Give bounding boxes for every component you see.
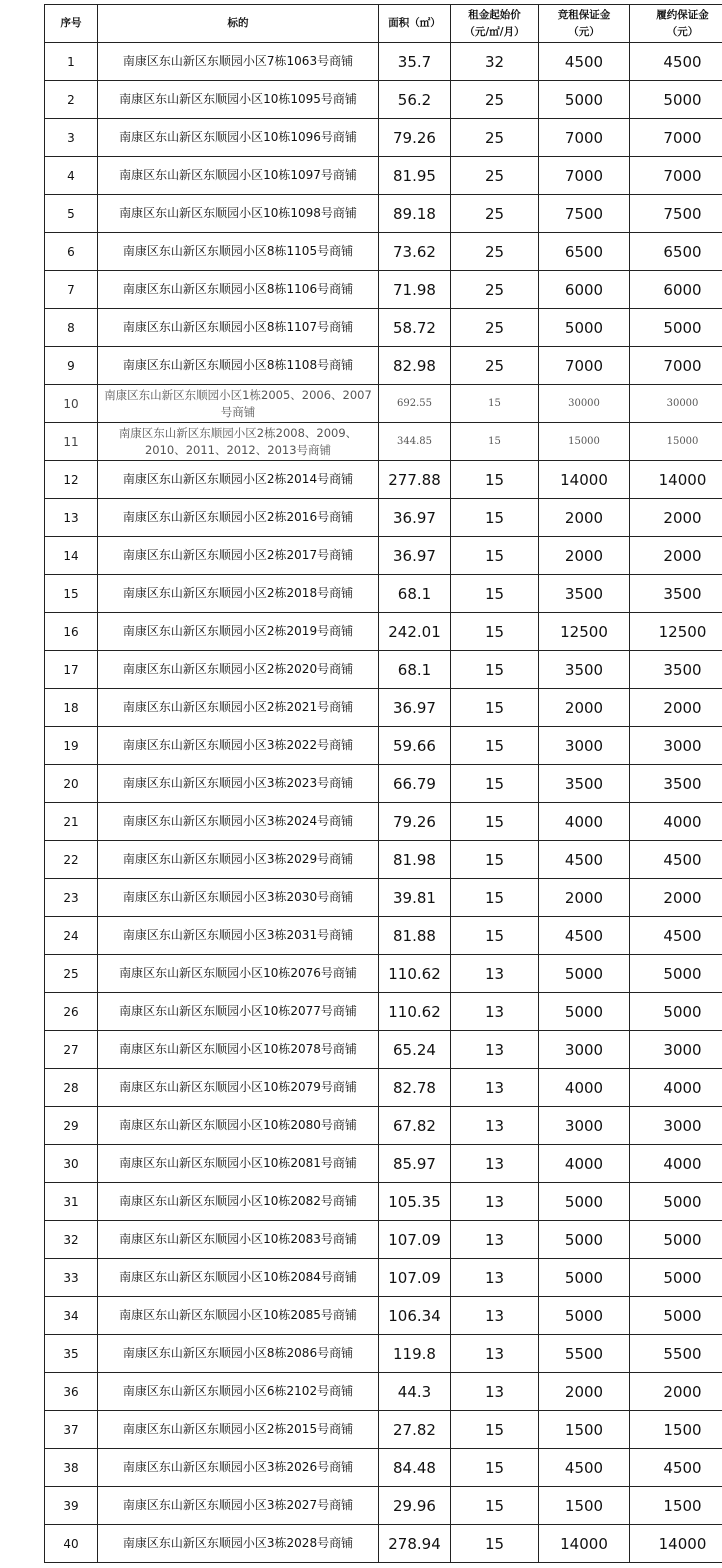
cell-item: 南康区东山新区东顺园小区3栋2027号商铺: [98, 1487, 379, 1525]
cell-bid-deposit: 3000: [539, 727, 630, 765]
cell-start-rent: 25: [451, 347, 539, 385]
cell-start-rent: 15: [451, 613, 539, 651]
table-row: [45, 1487, 722, 1525]
cell-item: 南康区东山新区东顺园小区10栋1097号商铺: [98, 157, 379, 195]
cell-area: 89.18: [379, 195, 451, 233]
cell-area: 344.85: [379, 423, 451, 461]
cell-index: 33: [45, 1259, 98, 1297]
cell-start-rent: 15: [451, 423, 539, 461]
table-row: [45, 1107, 722, 1145]
table-row: [45, 43, 722, 81]
cell-item: 南康区东山新区东顺园小区8栋1107号商铺: [98, 309, 379, 347]
cell-start-rent: 13: [451, 1145, 539, 1183]
table-row: [45, 689, 722, 727]
cell-item: 南康区东山新区东顺园小区3栋2022号商铺: [98, 727, 379, 765]
cell-start-rent: 15: [451, 765, 539, 803]
cell-item: 南康区东山新区东顺园小区10栋1096号商铺: [98, 119, 379, 157]
table-row: [45, 1183, 722, 1221]
cell-performance-deposit: 4500: [630, 43, 722, 81]
cell-bid-deposit: 5000: [539, 1183, 630, 1221]
header-start-rent: 租金起始价 （元/㎡/月）: [451, 5, 539, 43]
cell-performance-deposit: 4000: [630, 803, 722, 841]
cell-index: 37: [45, 1411, 98, 1449]
cell-index: 21: [45, 803, 98, 841]
cell-performance-deposit: 3500: [630, 765, 722, 803]
cell-index: 36: [45, 1373, 98, 1411]
cell-area: 110.62: [379, 993, 451, 1031]
table-row: [45, 803, 722, 841]
cell-performance-deposit: 7000: [630, 119, 722, 157]
cell-start-rent: 32: [451, 43, 539, 81]
cell-index: 18: [45, 689, 98, 727]
cell-bid-deposit: 7000: [539, 347, 630, 385]
table-row: [45, 347, 722, 385]
table-row: [45, 1031, 722, 1069]
cell-index: 3: [45, 119, 98, 157]
cell-performance-deposit: 6500: [630, 233, 722, 271]
cell-start-rent: 15: [451, 575, 539, 613]
cell-area: 79.26: [379, 119, 451, 157]
cell-bid-deposit: 4000: [539, 803, 630, 841]
table-row: [45, 1221, 722, 1259]
cell-performance-deposit: 30000: [630, 385, 722, 423]
cell-performance-deposit: 3500: [630, 651, 722, 689]
cell-start-rent: 15: [451, 651, 539, 689]
cell-bid-deposit: 7000: [539, 157, 630, 195]
cell-bid-deposit: 3500: [539, 575, 630, 613]
table-row: [45, 1069, 722, 1107]
cell-start-rent: 25: [451, 195, 539, 233]
cell-performance-deposit: 4500: [630, 1449, 722, 1487]
cell-item: 南康区东山新区东顺园小区3栋2023号商铺: [98, 765, 379, 803]
cell-area: 36.97: [379, 537, 451, 575]
cell-index: 4: [45, 157, 98, 195]
cell-area: 81.88: [379, 917, 451, 955]
cell-area: 65.24: [379, 1031, 451, 1069]
cell-area: 67.82: [379, 1107, 451, 1145]
cell-area: 107.09: [379, 1259, 451, 1297]
table-row: [45, 309, 722, 347]
table-row: [45, 765, 722, 803]
cell-start-rent: 13: [451, 1107, 539, 1145]
cell-area: 27.82: [379, 1411, 451, 1449]
table-row: [45, 613, 722, 651]
cell-item: 南康区东山新区东顺园小区2栋2016号商铺: [98, 499, 379, 537]
cell-item: 南康区东山新区东顺园小区10栋2083号商铺: [98, 1221, 379, 1259]
cell-area: 68.1: [379, 651, 451, 689]
cell-area: 68.1: [379, 575, 451, 613]
cell-item: 南康区东山新区东顺园小区10栋2082号商铺: [98, 1183, 379, 1221]
cell-performance-deposit: 15000: [630, 423, 722, 461]
cell-area: 56.2: [379, 81, 451, 119]
cell-start-rent: 25: [451, 81, 539, 119]
cell-performance-deposit: 4500: [630, 841, 722, 879]
cell-index: 14: [45, 537, 98, 575]
cell-performance-deposit: 6000: [630, 271, 722, 309]
cell-area: 39.81: [379, 879, 451, 917]
cell-bid-deposit: 3500: [539, 765, 630, 803]
cell-area: 81.98: [379, 841, 451, 879]
cell-item: 南康区东山新区东顺园小区2栋2015号商铺: [98, 1411, 379, 1449]
table-row: [45, 385, 722, 423]
cell-start-rent: 15: [451, 879, 539, 917]
cell-area: 29.96: [379, 1487, 451, 1525]
cell-area: 105.35: [379, 1183, 451, 1221]
cell-item: 南康区东山新区东顺园小区6栋2102号商铺: [98, 1373, 379, 1411]
table-row: [45, 727, 722, 765]
cell-area: 71.98: [379, 271, 451, 309]
cell-bid-deposit: 5500: [539, 1335, 630, 1373]
cell-area: 85.97: [379, 1145, 451, 1183]
cell-item: 南康区东山新区东顺园小区10栋2085号商铺: [98, 1297, 379, 1335]
table-body: [45, 43, 722, 1563]
cell-area: 277.88: [379, 461, 451, 499]
cell-start-rent: 15: [451, 841, 539, 879]
cell-performance-deposit: 2000: [630, 879, 722, 917]
cell-area: 119.8: [379, 1335, 451, 1373]
cell-performance-deposit: 3500: [630, 575, 722, 613]
cell-bid-deposit: 7000: [539, 119, 630, 157]
cell-bid-deposit: 7500: [539, 195, 630, 233]
cell-performance-deposit: 4000: [630, 1069, 722, 1107]
cell-start-rent: 15: [451, 461, 539, 499]
cell-start-rent: 13: [451, 1069, 539, 1107]
cell-area: 36.97: [379, 499, 451, 537]
cell-bid-deposit: 15000: [539, 423, 630, 461]
cell-index: 40: [45, 1525, 98, 1563]
cell-index: 10: [45, 385, 98, 423]
cell-area: 84.48: [379, 1449, 451, 1487]
cell-performance-deposit: 5000: [630, 81, 722, 119]
table-row: [45, 955, 722, 993]
cell-index: 24: [45, 917, 98, 955]
cell-bid-deposit: 6000: [539, 271, 630, 309]
cell-area: 66.79: [379, 765, 451, 803]
cell-item: 南康区东山新区东顺园小区8栋1106号商铺: [98, 271, 379, 309]
cell-item: 南康区东山新区东顺园小区1栋2005、2006、2007号商铺: [98, 385, 379, 423]
cell-bid-deposit: 5000: [539, 1221, 630, 1259]
cell-item: 南康区东山新区东顺园小区10栋2079号商铺: [98, 1069, 379, 1107]
cell-bid-deposit: 1500: [539, 1487, 630, 1525]
cell-bid-deposit: 5000: [539, 81, 630, 119]
cell-item: 南康区东山新区东顺园小区8栋2086号商铺: [98, 1335, 379, 1373]
cell-performance-deposit: 4500: [630, 917, 722, 955]
cell-item: 南康区东山新区东顺园小区2栋2017号商铺: [98, 537, 379, 575]
cell-start-rent: 13: [451, 1297, 539, 1335]
cell-performance-deposit: 7000: [630, 157, 722, 195]
cell-performance-deposit: 5000: [630, 955, 722, 993]
table-row: [45, 81, 722, 119]
cell-item: 南康区东山新区东顺园小区3栋2024号商铺: [98, 803, 379, 841]
cell-item: 南康区东山新区东顺园小区10栋2080号商铺: [98, 1107, 379, 1145]
cell-area: 73.62: [379, 233, 451, 271]
cell-index: 19: [45, 727, 98, 765]
table-row: [45, 841, 722, 879]
cell-item: 南康区东山新区东顺园小区2栋2020号商铺: [98, 651, 379, 689]
cell-area: 35.7: [379, 43, 451, 81]
cell-performance-deposit: 12500: [630, 613, 722, 651]
cell-start-rent: 15: [451, 1411, 539, 1449]
cell-start-rent: 25: [451, 157, 539, 195]
cell-item: 南康区东山新区东顺园小区3栋2031号商铺: [98, 917, 379, 955]
cell-bid-deposit: 3000: [539, 1031, 630, 1069]
cell-start-rent: 13: [451, 1183, 539, 1221]
cell-bid-deposit: 4500: [539, 841, 630, 879]
cell-area: 44.3: [379, 1373, 451, 1411]
cell-item: 南康区东山新区东顺园小区10栋1098号商铺: [98, 195, 379, 233]
cell-index: 34: [45, 1297, 98, 1335]
cell-bid-deposit: 3500: [539, 651, 630, 689]
cell-index: 15: [45, 575, 98, 613]
cell-area: 107.09: [379, 1221, 451, 1259]
cell-index: 27: [45, 1031, 98, 1069]
cell-bid-deposit: 5000: [539, 309, 630, 347]
cell-area: 692.55: [379, 385, 451, 423]
table-row: [45, 461, 722, 499]
cell-area: 82.78: [379, 1069, 451, 1107]
cell-performance-deposit: 7500: [630, 195, 722, 233]
cell-performance-deposit: 3000: [630, 1107, 722, 1145]
cell-performance-deposit: 1500: [630, 1487, 722, 1525]
cell-performance-deposit: 5000: [630, 993, 722, 1031]
table-row: [45, 499, 722, 537]
cell-start-rent: 15: [451, 727, 539, 765]
cell-bid-deposit: 12500: [539, 613, 630, 651]
cell-item: 南康区东山新区东顺园小区8栋1108号商铺: [98, 347, 379, 385]
table-row: [45, 1335, 722, 1373]
cell-start-rent: 15: [451, 1525, 539, 1563]
cell-start-rent: 15: [451, 385, 539, 423]
cell-performance-deposit: 2000: [630, 499, 722, 537]
cell-bid-deposit: 4000: [539, 1145, 630, 1183]
cell-index: 12: [45, 461, 98, 499]
cell-performance-deposit: 5000: [630, 309, 722, 347]
table-row: [45, 423, 722, 461]
cell-index: 8: [45, 309, 98, 347]
cell-bid-deposit: 14000: [539, 461, 630, 499]
cell-performance-deposit: 5000: [630, 1221, 722, 1259]
cell-bid-deposit: 6500: [539, 233, 630, 271]
cell-item: 南康区东山新区东顺园小区7栋1063号商铺: [98, 43, 379, 81]
table-row: [45, 879, 722, 917]
cell-area: 242.01: [379, 613, 451, 651]
table-row: [45, 157, 722, 195]
cell-area: 36.97: [379, 689, 451, 727]
cell-bid-deposit: 2000: [539, 879, 630, 917]
cell-index: 9: [45, 347, 98, 385]
cell-bid-deposit: 5000: [539, 993, 630, 1031]
cell-item: 南康区东山新区东顺园小区10栋2081号商铺: [98, 1145, 379, 1183]
cell-bid-deposit: 5000: [539, 1259, 630, 1297]
cell-start-rent: 13: [451, 1373, 539, 1411]
table-row: [45, 1145, 722, 1183]
table-row: [45, 1297, 722, 1335]
cell-index: 30: [45, 1145, 98, 1183]
table-row: [45, 651, 722, 689]
cell-index: 1: [45, 43, 98, 81]
cell-index: 39: [45, 1487, 98, 1525]
cell-index: 32: [45, 1221, 98, 1259]
cell-bid-deposit: 14000: [539, 1525, 630, 1563]
cell-start-rent: 13: [451, 955, 539, 993]
cell-item: 南康区东山新区东顺园小区10栋2078号商铺: [98, 1031, 379, 1069]
cell-start-rent: 15: [451, 499, 539, 537]
cell-area: 106.34: [379, 1297, 451, 1335]
cell-bid-deposit: 1500: [539, 1411, 630, 1449]
cell-index: 31: [45, 1183, 98, 1221]
cell-performance-deposit: 14000: [630, 461, 722, 499]
cell-item: 南康区东山新区东顺园小区10栋2076号商铺: [98, 955, 379, 993]
cell-bid-deposit: 2000: [539, 1373, 630, 1411]
cell-bid-deposit: 2000: [539, 499, 630, 537]
cell-index: 38: [45, 1449, 98, 1487]
cell-index: 11: [45, 423, 98, 461]
cell-start-rent: 15: [451, 1487, 539, 1525]
cell-start-rent: 15: [451, 537, 539, 575]
cell-bid-deposit: 3000: [539, 1107, 630, 1145]
header-bid-deposit: 竞租保证金 （元）: [539, 5, 630, 43]
cell-performance-deposit: 2000: [630, 689, 722, 727]
cell-item: 南康区东山新区东顺园小区3栋2028号商铺: [98, 1525, 379, 1563]
cell-bid-deposit: 4500: [539, 917, 630, 955]
cell-performance-deposit: 5000: [630, 1259, 722, 1297]
cell-item: 南康区东山新区东顺园小区3栋2030号商铺: [98, 879, 379, 917]
cell-start-rent: 15: [451, 803, 539, 841]
cell-index: 26: [45, 993, 98, 1031]
cell-area: 79.26: [379, 803, 451, 841]
cell-area: 278.94: [379, 1525, 451, 1563]
lease-table-container: [44, 4, 709, 1563]
table-header-row: [45, 5, 722, 43]
cell-index: 35: [45, 1335, 98, 1373]
cell-item: 南康区东山新区东顺园小区10栋1095号商铺: [98, 81, 379, 119]
cell-index: 5: [45, 195, 98, 233]
cell-start-rent: 13: [451, 993, 539, 1031]
cell-item: 南康区东山新区东顺园小区8栋1105号商铺: [98, 233, 379, 271]
table-row: [45, 1525, 722, 1563]
cell-item: 南康区东山新区东顺园小区2栋2019号商铺: [98, 613, 379, 651]
table-row: [45, 537, 722, 575]
cell-item: 南康区东山新区东顺园小区3栋2026号商铺: [98, 1449, 379, 1487]
cell-index: 2: [45, 81, 98, 119]
header-area: 面积（㎡）: [379, 5, 451, 43]
cell-bid-deposit: 30000: [539, 385, 630, 423]
shop-lease-table: [44, 4, 722, 1563]
table-row: [45, 1411, 722, 1449]
cell-performance-deposit: 5000: [630, 1297, 722, 1335]
cell-performance-deposit: 5000: [630, 1183, 722, 1221]
table-row: [45, 119, 722, 157]
table-row: [45, 195, 722, 233]
cell-performance-deposit: 3000: [630, 1031, 722, 1069]
cell-performance-deposit: 2000: [630, 1373, 722, 1411]
cell-start-rent: 13: [451, 1335, 539, 1373]
cell-start-rent: 25: [451, 233, 539, 271]
cell-area: 110.62: [379, 955, 451, 993]
cell-bid-deposit: 2000: [539, 537, 630, 575]
cell-bid-deposit: 4000: [539, 1069, 630, 1107]
cell-start-rent: 15: [451, 1449, 539, 1487]
cell-index: 29: [45, 1107, 98, 1145]
cell-start-rent: 13: [451, 1259, 539, 1297]
cell-index: 28: [45, 1069, 98, 1107]
table-row: [45, 1449, 722, 1487]
cell-index: 16: [45, 613, 98, 651]
cell-item: 南康区东山新区东顺园小区2栋2018号商铺: [98, 575, 379, 613]
cell-bid-deposit: 5000: [539, 955, 630, 993]
cell-performance-deposit: 14000: [630, 1525, 722, 1563]
cell-item: 南康区东山新区东顺园小区10栋2084号商铺: [98, 1259, 379, 1297]
cell-index: 17: [45, 651, 98, 689]
table-row: [45, 271, 722, 309]
cell-start-rent: 13: [451, 1221, 539, 1259]
cell-index: 23: [45, 879, 98, 917]
cell-item: 南康区东山新区东顺园小区2栋2021号商铺: [98, 689, 379, 727]
header-item: 标的: [98, 5, 379, 43]
cell-start-rent: 15: [451, 689, 539, 727]
cell-area: 81.95: [379, 157, 451, 195]
table-row: [45, 993, 722, 1031]
table-row: [45, 233, 722, 271]
cell-performance-deposit: 5500: [630, 1335, 722, 1373]
cell-index: 25: [45, 955, 98, 993]
cell-start-rent: 25: [451, 119, 539, 157]
cell-area: 58.72: [379, 309, 451, 347]
cell-bid-deposit: 2000: [539, 689, 630, 727]
cell-start-rent: 15: [451, 917, 539, 955]
cell-index: 13: [45, 499, 98, 537]
cell-item: 南康区东山新区东顺园小区3栋2029号商铺: [98, 841, 379, 879]
cell-index: 22: [45, 841, 98, 879]
cell-index: 7: [45, 271, 98, 309]
header-index: 序号: [45, 5, 98, 43]
cell-start-rent: 25: [451, 309, 539, 347]
cell-index: 20: [45, 765, 98, 803]
cell-item: 南康区东山新区东顺园小区2栋2014号商铺: [98, 461, 379, 499]
cell-item: 南康区东山新区东顺园小区10栋2077号商铺: [98, 993, 379, 1031]
cell-area: 59.66: [379, 727, 451, 765]
cell-area: 82.98: [379, 347, 451, 385]
table-row: [45, 917, 722, 955]
cell-performance-deposit: 4000: [630, 1145, 722, 1183]
cell-performance-deposit: 3000: [630, 727, 722, 765]
cell-bid-deposit: 4500: [539, 43, 630, 81]
cell-start-rent: 25: [451, 271, 539, 309]
cell-performance-deposit: 7000: [630, 347, 722, 385]
header-performance-deposit: 履约保证金 （元）: [630, 5, 722, 43]
cell-index: 6: [45, 233, 98, 271]
table-row: [45, 1259, 722, 1297]
table-row: [45, 1373, 722, 1411]
cell-performance-deposit: 1500: [630, 1411, 722, 1449]
cell-item: 南康区东山新区东顺园小区2栋2008、2009、2010、2011、2012、2013号商铺: [98, 423, 379, 461]
cell-bid-deposit: 4500: [539, 1449, 630, 1487]
cell-bid-deposit: 5000: [539, 1297, 630, 1335]
cell-start-rent: 13: [451, 1031, 539, 1069]
table-row: [45, 575, 722, 613]
cell-performance-deposit: 2000: [630, 537, 722, 575]
